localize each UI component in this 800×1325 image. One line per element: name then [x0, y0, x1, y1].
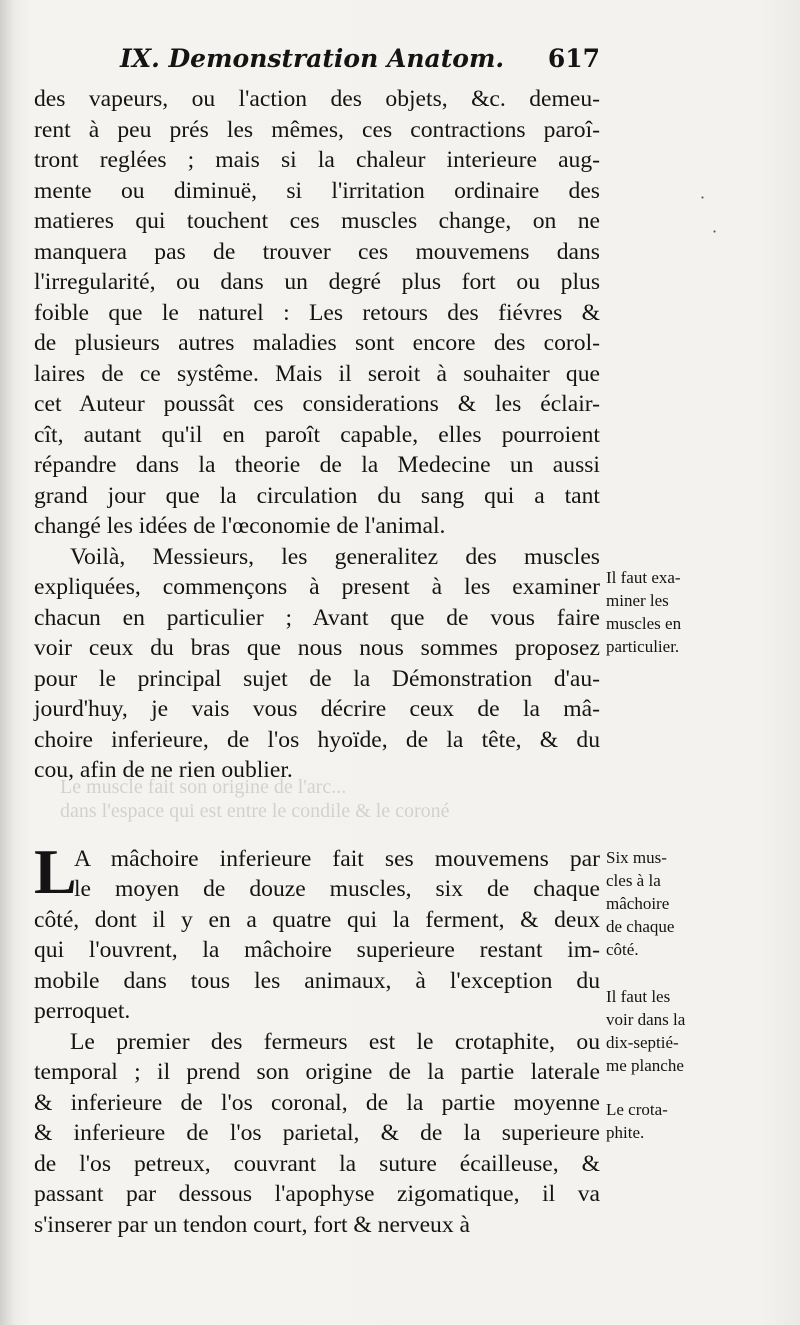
- drop-cap: L: [34, 836, 77, 907]
- margin-note-line: me planche: [606, 1056, 684, 1075]
- text-line: manquera pas de trouver ces mouvemens dans: [34, 238, 600, 265]
- page-gutter: [0, 0, 14, 1325]
- running-header: [120, 40, 600, 80]
- text-line: cît, autant qu'il en paroît capable, elles pourroient: [34, 421, 600, 448]
- paragraph-2: [34, 542, 600, 786]
- margin-note-line: muscles en: [606, 614, 682, 633]
- text-line: répandre dans la theorie de la Medecine un aussi: [34, 452, 600, 478]
- text-line: A mâchoire inferieure fait ses mouvemens par: [74, 845, 600, 872]
- bleed-line: Le muscle fait son origine de l'arc...: [60, 776, 347, 798]
- margin-note: [606, 846, 726, 961]
- margin-note-line: Le crota-: [606, 1100, 668, 1119]
- page-number: 617: [547, 44, 600, 73]
- text-line: laires de ce systême. Mais il seroit à souhaiter que: [34, 360, 600, 387]
- paragraph-3: [34, 836, 600, 1027]
- text-line: cou, afin de ne rien oublier.: [34, 757, 293, 783]
- text-line: des vapeurs, ou l'action des objets, &c. demeu-: [34, 86, 600, 112]
- margin-note-line: particulier.: [606, 637, 680, 656]
- text-line: changé les idées de l'œconomie de l'animal.: [34, 513, 446, 539]
- section-break: [34, 786, 600, 844]
- text-line: perroquet.: [34, 998, 131, 1024]
- text-line: & inferieure de l'os parietal, & de la superieure: [34, 1120, 600, 1146]
- text-line: pour le principal sujet de la Démonstration d'au-: [34, 665, 600, 692]
- margin-note-line: phite.: [606, 1123, 645, 1142]
- ink-speck: ·: [700, 188, 706, 207]
- margin-note-line: dix-septié-: [606, 1033, 679, 1052]
- margin-note-line: Il faut les: [606, 987, 671, 1006]
- text-line: expliquées, commençons à present à les examiner: [34, 574, 600, 600]
- text-line: cet Auteur poussât ces considerations & les éclair-: [34, 391, 600, 417]
- text-line: mobile dans tous les animaux, à l'exception du: [34, 967, 600, 994]
- margin-note-line: voir dans la: [606, 1010, 686, 1029]
- text-line: Le premier des fermeurs est le crotaphite, ou: [70, 1028, 600, 1055]
- text-line: rent à peu prés les mêmes, ces contractions paroî-: [34, 116, 600, 143]
- text-line: voir ceux du bras que nous nous sommes proposez: [34, 635, 600, 661]
- text-line: temporal ; il prend son origine de la partie laterale: [34, 1059, 600, 1085]
- text-line: côté, dont il y en a quatre qui la ferment, & deux: [34, 906, 600, 933]
- text-line: l'irregularité, ou dans un degré plus fort ou plus: [34, 269, 600, 295]
- text-line: choire inferieure, de l'os hyoïde, de la tête, & du: [34, 726, 600, 753]
- text-line: foible que le naturel : Les retours des fiévres &: [34, 299, 600, 326]
- text-line: matieres qui touchent ces muscles change, on ne: [34, 208, 600, 234]
- main-text: [34, 84, 600, 1240]
- bleed-line: dans l'espace qui est entre le condile & le coroné: [60, 800, 450, 822]
- margin-note-line: côté.: [606, 940, 639, 959]
- margin-note: [606, 985, 726, 1077]
- margin-note-line: Six mus-: [606, 848, 667, 867]
- paragraph-4: [34, 1027, 600, 1241]
- text-line: qui l'ouvrent, la mâchoire superieure restant im-: [34, 937, 600, 963]
- running-title: IX. Demonstration Anatom.: [120, 44, 505, 73]
- text-line: de l'os petreux, couvrant la suture écailleuse, &: [34, 1150, 600, 1177]
- text-line: tront reglées ; mais si la chaleur interieure aug-: [34, 147, 600, 173]
- text-line: chacun en particulier ; Avant que de vous faire: [34, 604, 600, 631]
- text-line: s'inserer par un tendon court, fort & nerveux à: [34, 1211, 471, 1238]
- text-line: jourd'huy, je vais vous décrire ceux de la mâ-: [34, 696, 600, 722]
- text-line: Voilà, Messieurs, les generalitez des muscles: [70, 543, 600, 570]
- margin-note-line: de chaque: [606, 917, 675, 936]
- paragraph-1: [34, 84, 600, 542]
- text-line: de plusieurs autres maladies sont encore des corol-: [34, 330, 600, 356]
- text-line: grand jour que la circulation du sang qui a tant: [34, 482, 600, 509]
- text-line: le moyen de douze muscles, six de chaque: [74, 876, 600, 902]
- margin-note-line: cles à la: [606, 871, 661, 890]
- margin-note-line: Il faut exa-: [606, 568, 681, 587]
- margin-note-line: mâchoire: [606, 894, 670, 913]
- text-line: mente ou diminuë, si l'irritation ordinaire des: [34, 177, 600, 204]
- ink-speck: ·: [712, 222, 718, 241]
- margin-note: [606, 1098, 726, 1144]
- text-line: passant par dessous l'apophyse zigomatique, il va: [34, 1181, 600, 1207]
- margin-note-line: miner les: [606, 591, 669, 610]
- margin-note: [606, 566, 726, 658]
- text-line: & inferieure de l'os coronal, de la partie moyenne: [34, 1089, 600, 1116]
